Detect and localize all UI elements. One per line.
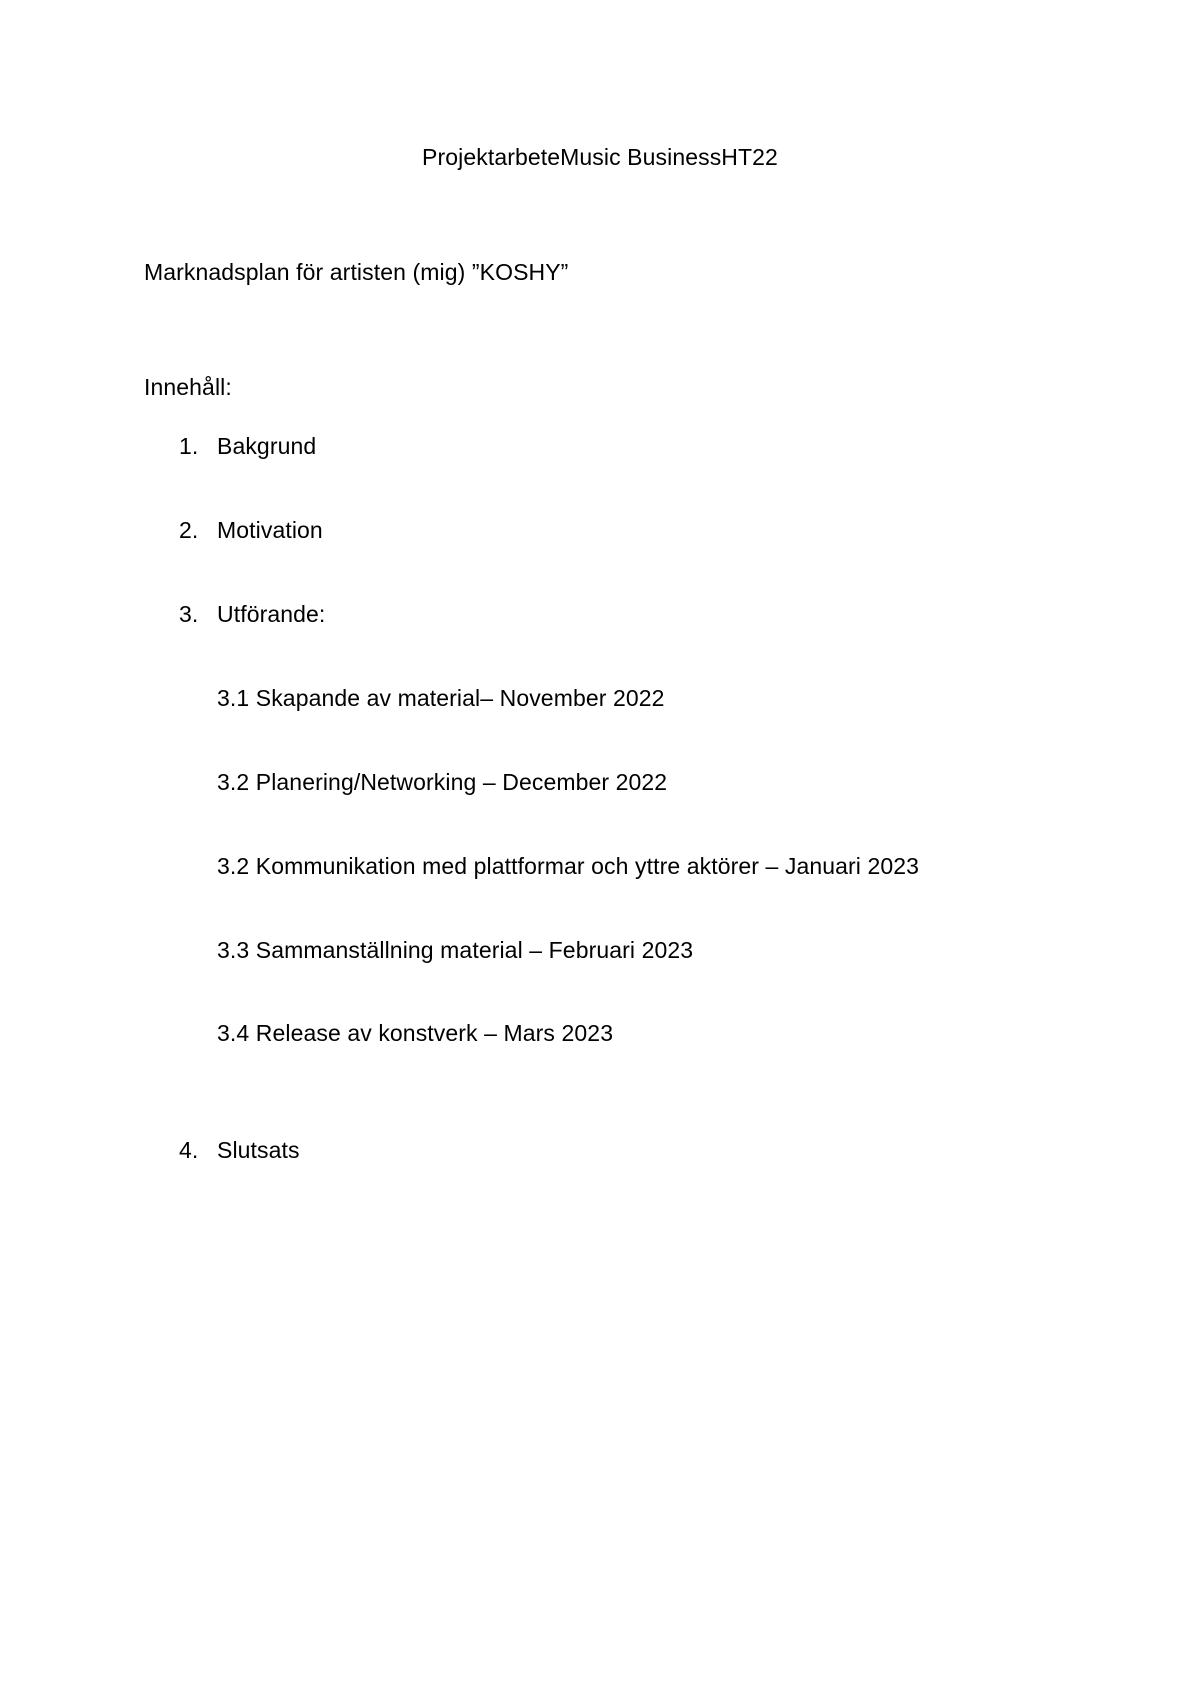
toc-sub-item: 3.4 Release av konstverk – Mars 2023 (217, 1020, 614, 1046)
toc-heading: Innehåll: (144, 374, 232, 400)
toc-item-number: 1. (179, 433, 199, 459)
toc-item-number: 3. (179, 601, 199, 627)
toc-item-number: 4. (179, 1137, 199, 1163)
toc-sub-item: 3.2 Kommunikation med plattformar och yttre aktörer – Januari 2023 (217, 853, 920, 879)
document-title: ProjektarbeteMusic BusinessHT22 (422, 144, 778, 170)
toc-item-label: Bakgrund (217, 433, 317, 459)
toc-item-label: Slutsats (217, 1137, 300, 1163)
toc-item-number: 2. (179, 517, 199, 543)
toc-item-label: Motivation (217, 517, 323, 543)
toc-sub-item: 3.1 Skapande av material– November 2022 (217, 685, 665, 711)
toc-sub-item: 3.3 Sammanställning material – Februari 2023 (217, 937, 694, 963)
document-subtitle: Marknadsplan för artisten (mig) ”KOSHY” (144, 259, 569, 285)
toc-sub-item: 3.2 Planering/Networking – December 2022 (217, 769, 668, 795)
toc-item-label: Utförande: (217, 601, 326, 627)
